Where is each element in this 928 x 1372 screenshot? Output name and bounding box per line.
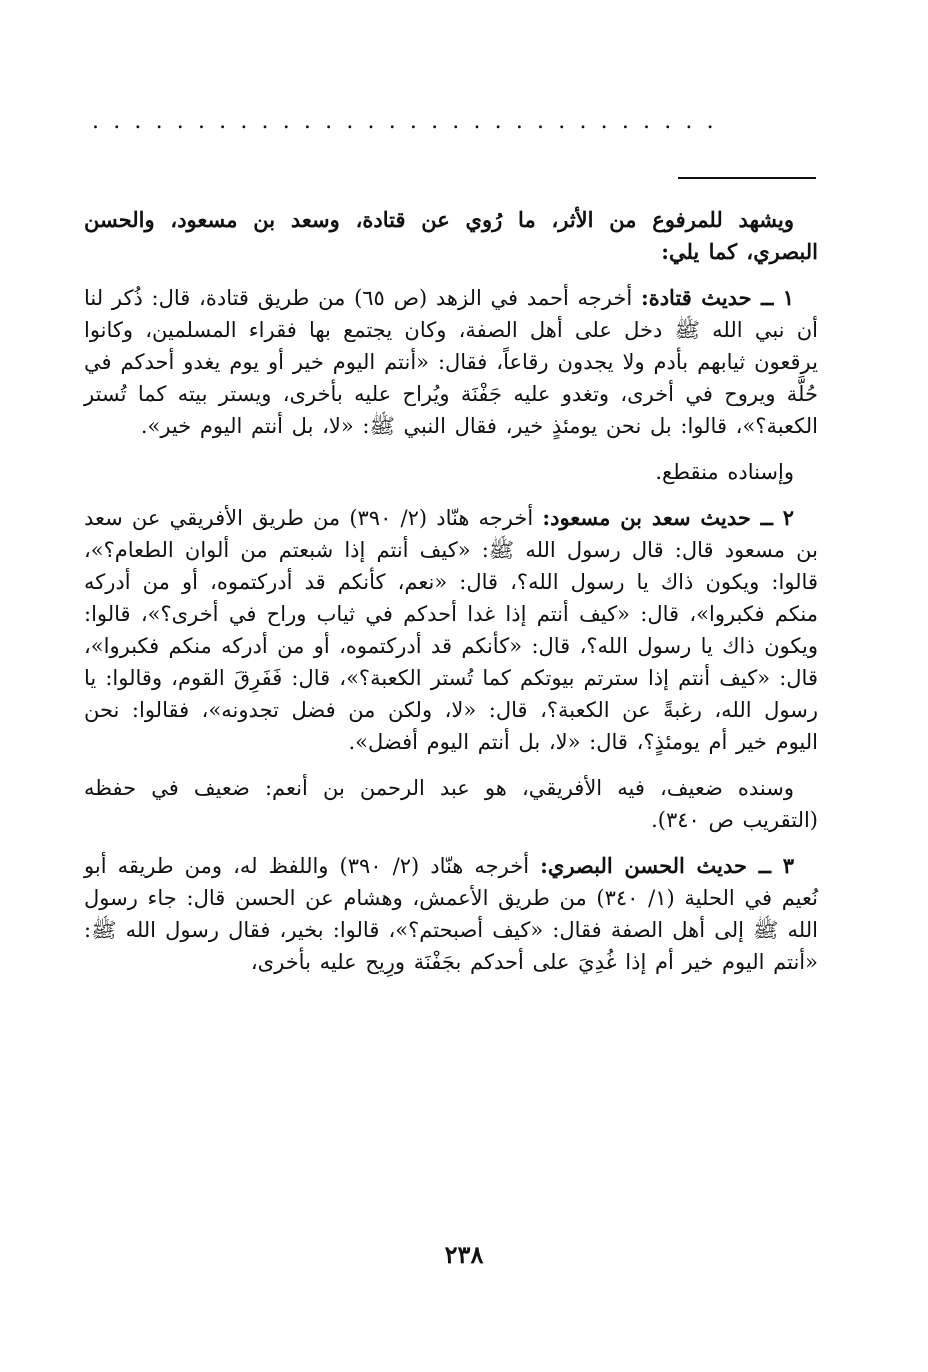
hadith-heading: ٢ ــ حديث سعد بن مسعود: [542,505,794,530]
hadith-text: أخرجه هنّاد (٢/ ٣٩٠) واللفظ له، ومن طريقه أبو نُعيم في الحلية (١/ ٣٤٠) من طريق الأعمش، وهشام عن الحسن قال: جاء رسول الله ﷺ إلى أهل الصفة فقال: «كيف أصبحتم؟»، قالوا: بخير، فقال رسول الله ﷺ: «أنتم اليوم خير أم إذا غُدِيَ على أحدكم بجَفْنَة ورِيح عليه بأخرى، [84,854,818,974]
main-text [84,204,818,992]
paragraph-saad [84,502,818,758]
horizontal-rule [678,177,816,179]
intro-paragraph: ويشهد للمرفوع من الأثر، ما رُوي عن قتادة، وسعد بن مسعود، والحسن البصري، كما يلي: [84,207,818,264]
paragraph-hasan [84,850,818,978]
sanad-text: وسنده ضعيف، فيه الأفريقي، هو عبد الرحمن بن أنعم: ضعيف في حفظه (التقريب ص ٣٤٠). [84,776,818,832]
paragraph-isnad-note [84,456,818,488]
hadith-text: أخرجه هنّاد (٢/ ٣٩٠) من طريق الأفريقي عن سعد بن مسعود قال: قال رسول الله ﷺ: «كيف أنتم إذا شبعتم من ألوان الطعام؟»، قالوا: ويكون ذاك يا رسول الله؟، قال: «نعم، كأنكم قد أدركتموه، أو من أدركه منكم فكبروا»، قال: «كيف أنتم إذا غدا أحدكم في ثياب وراح في أخرى؟»، قالوا: ويكون ذاك يا رسول الله؟، قال: «كأنكم قد أدركتموه، أو من أدركه منكم فكبروا»، قال: «كيف أنتم إذا سترتم بيوتكم كما تُستر الكعبة؟»، قال: فَفَرِقَ القوم، وقالوا: يا رسول الله، رغبةً عن الكعبة؟، قال: «لا، ولكن من فضل تجدونه»، فقالوا: نحن اليوم خير أم يومئذٍ؟، قال: «لا، بل أنتم اليوم أفضل». [84,506,819,754]
footnote-separator-dots: .............................. [92,112,728,132]
hadith-heading: ٣ ــ حديث الحسن البصري: [540,853,794,878]
hadith-heading: ١ ــ حديث قتادة: [640,285,794,310]
hadith-text: أخرجه أحمد في الزهد (ص ٦٥) من طريق قتادة، قال: ذُكر لنا أن نبي الله ﷺ دخل على أهل الصفة، وكان يجتمع بها فقراء المسلمين، وكانوا يرقعون ثيابهم بأدم ولا يجدون رقاعاً، فقال: «أنتم اليوم خير أو يوم يغدو أحدكم في حُلَّة ويروح في أخرى، وتغدو عليه جَفْنَة ويُراح عليه بأخرى، ويستر بيته كما تُستر الكعبة؟»، قالوا: بل نحن يومئذٍ خير، فقال النبي ﷺ: «لا، بل أنتم اليوم خير». [84,286,818,438]
paragraph-sanad-note [84,772,818,836]
paragraph-qatada [84,282,818,442]
isnad-text: وإسناده منقطع. [655,460,794,484]
page-number: ٢٣٨ [444,1240,484,1269]
